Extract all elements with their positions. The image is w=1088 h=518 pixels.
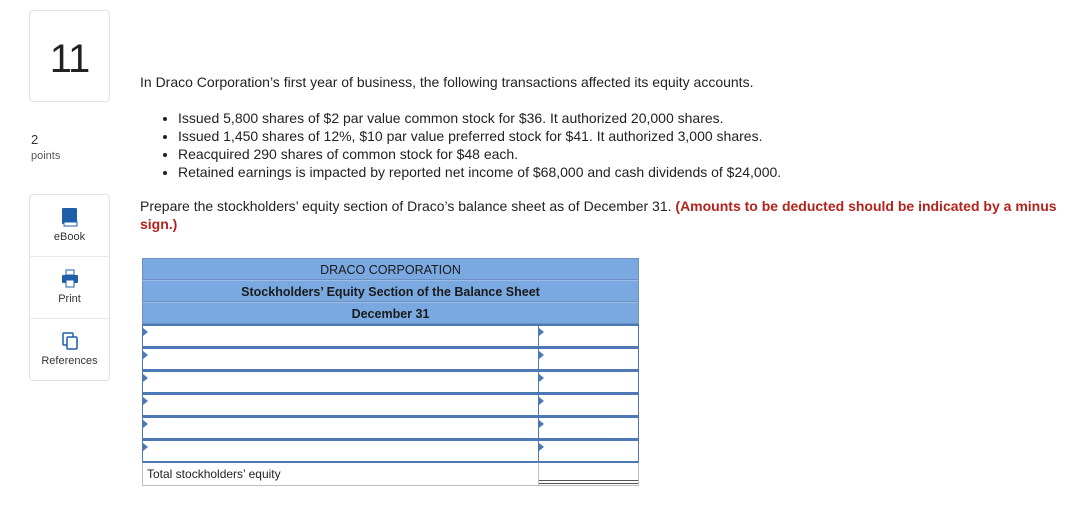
dropdown-arrow-icon (143, 374, 148, 382)
amount-input[interactable] (539, 393, 639, 416)
input-marker-icon (539, 397, 544, 405)
amount-input[interactable] (539, 324, 639, 347)
total-amount (539, 462, 639, 486)
account-select[interactable] (142, 439, 539, 462)
intro-text: In Draco Corporation’s first year of business, the following transactions affected its equity accounts. (140, 74, 754, 90)
statement-date: December 31 (142, 302, 639, 324)
tools-panel (29, 194, 110, 381)
points-label: points (31, 150, 61, 162)
transaction-item: • Issued 1,450 shares of 12%, $10 par value preferred stock for $41. It authorized 3,000 shares. (178, 127, 781, 145)
transaction-item: • Retained earnings is impacted by reported net income of $68,000 and cash dividends of $24,000. (178, 163, 781, 181)
input-marker-icon (539, 420, 544, 428)
dropdown-arrow-icon (143, 420, 148, 428)
account-select[interactable] (142, 324, 539, 347)
instruction (140, 197, 1085, 233)
dropdown-arrow-icon (143, 351, 148, 359)
amount-input[interactable] (539, 439, 639, 462)
references-button[interactable] (30, 318, 109, 380)
statement-title: Stockholders’ Equity Section of the Balance Sheet (142, 280, 639, 302)
account-select[interactable] (142, 347, 539, 370)
ebook-label: eBook (53, 231, 86, 243)
total-label: Total stockholders’ equity (142, 462, 539, 486)
instruction-text: Prepare the stockholders’ equity section of Draco’s balance sheet as of December 31. (140, 198, 676, 214)
input-marker-icon (539, 374, 544, 382)
account-select[interactable] (142, 393, 539, 416)
input-marker-icon (539, 351, 544, 359)
book-icon (61, 207, 79, 232)
amount-input[interactable] (539, 370, 639, 393)
account-select[interactable] (142, 416, 539, 439)
question-number: 11 (49, 37, 90, 81)
table-row (142, 416, 639, 439)
dropdown-arrow-icon (143, 397, 148, 405)
references-label: References (41, 355, 98, 367)
points-value: 2 (31, 132, 39, 147)
copy-icon (61, 331, 79, 356)
dropdown-arrow-icon (143, 328, 148, 336)
company-header: DRACO CORPORATION (142, 258, 639, 280)
table-row (142, 439, 639, 462)
ebook-button[interactable] (30, 195, 109, 256)
input-marker-icon (539, 328, 544, 336)
transaction-list (160, 109, 781, 181)
input-marker-icon (539, 443, 544, 451)
account-select[interactable] (142, 370, 539, 393)
transaction-item: • Reacquired 290 shares of common stock for $48 each. (178, 145, 781, 163)
question-number-box (29, 10, 110, 102)
table-row (142, 347, 639, 370)
equity-worksheet (142, 258, 639, 486)
amount-input[interactable] (539, 347, 639, 370)
print-button[interactable] (30, 256, 109, 318)
transaction-item: • Issued 5,800 shares of $2 par value common stock for $36. It authorized 20,000 shares. (178, 109, 781, 127)
dropdown-arrow-icon (143, 443, 148, 451)
table-row (142, 393, 639, 416)
printer-icon (61, 269, 79, 294)
table-row (142, 370, 639, 393)
amount-input[interactable] (539, 416, 639, 439)
table-row (142, 324, 639, 347)
instruction-emphasis: (Amounts to be deducted should be indicated by a minus sign.) (140, 198, 1057, 232)
print-label: Print (58, 293, 81, 305)
total-row (142, 462, 639, 486)
